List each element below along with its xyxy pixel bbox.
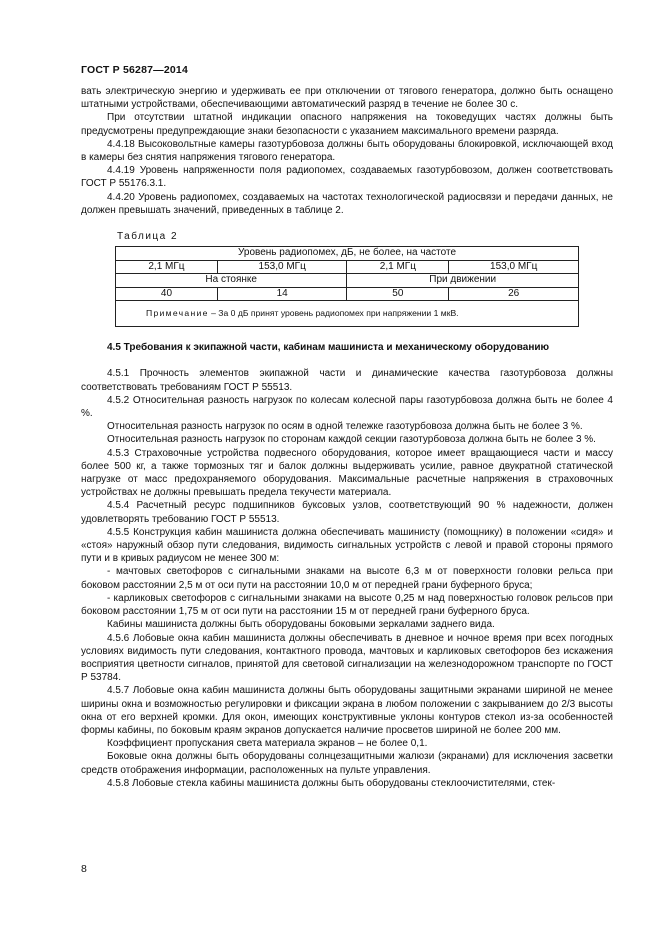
paragraph: 4.5.1 Прочность элементов экипажной части и динамические качества газотурбовоза должны соответствовать требованиям ГОСТ Р 55513.: [81, 368, 613, 393]
paragraph: 4.5.3 Страховочные устройства подвесного оборудования, которое имеет вращающиеся части и массу более 500 кг, а также тормозных тяг и балок должны выдерживать усилие, равное двукратной статической нагрузке от масс предохраняемого оборудования. Максимальные расчетные напряжения в страховочных устройствах не должны превышать предела текучести материала.: [81, 447, 613, 499]
paragraph: 4.4.19 Уровень напряженности поля радиопомех, создаваемых газотурбовозом, должен соответствовать ГОСТ Р 55176.3.1.: [81, 165, 613, 190]
table-value-cell: 14: [217, 287, 346, 301]
document-body: [81, 85, 613, 790]
section-title: 4.5 Требования к экипажной части, кабинам машиниста и механическому оборудованию: [107, 342, 550, 354]
paragraphs-before-table: [81, 85, 613, 217]
table-mode-stationary: На стоянке: [116, 274, 347, 288]
paragraph: - карликовых светофоров с сигнальными знаками на высоте 0,25 м над поверхностью головок рельсов при боковом расстоянии 1,75 м от оси пути на расстоянии 15 м от передней грани буферного бруса.: [81, 592, 613, 618]
paragraph: 4.5.7 Лобовые окна кабин машиниста должны быть оборудованы защитными экранами шириной не менее ширины окна и возможностью регулировки и фиксации экрана в любом положении с закрыванием до 2/3 высоты окна от его верхней кромки. Для окон, имеющих конструктивные уклоны контуров стекол из-за особенностей формы кабины, по боковым краям экранов допускается наличие просветов шириной не более 200 мм.: [81, 685, 613, 736]
paragraph: 4.5.2 Относительная разность нагрузок по колесам колесной пары газотурбовоза должна быть не более 4 %.: [81, 394, 613, 420]
paragraph: 4.4.18 Высоковольтные камеры газотурбовоза должны быть оборудованы блокировкой, исключающей вход в камеры без снятия напряжения тягового генератора.: [81, 138, 613, 164]
table-note: [116, 301, 579, 327]
paragraph: При отсутствии штатной индикации опасного напряжения на токоведущих частях должны быть предусмотрены предупреждающие знаки безопасности с указанием максимального времени разряда.: [81, 112, 613, 137]
paragraph: 4.5.4 Расчетный ресурс подшипников буксовых узлов, соответствующий 90 % надежности, должен удовлетворять требованию ГОСТ Р 55513.: [81, 500, 613, 525]
table-mode-moving: При движении: [347, 274, 579, 288]
radio-interference-table: [115, 246, 579, 327]
table-value-cell: 40: [116, 287, 218, 301]
table-value-cell: 50: [347, 287, 449, 301]
table-note-text: – За 0 дБ принят уровень радиопомех при напряжении 1 мкВ.: [208, 308, 459, 319]
table-header-main: Уровень радиопомех, дБ, не более, на частоте: [116, 247, 579, 261]
paragraph: Боковые окна должны быть оборудованы солнцезащитными жалюзи (экранами) для исключения засветки средств отображения информации, расположенных на пульте управления.: [81, 751, 613, 776]
table-freq-cell: 153,0 МГц: [217, 260, 346, 274]
table-caption: Таблица 2: [117, 231, 179, 243]
table-value-cell: 26: [449, 287, 579, 301]
paragraph: 4.4.20 Уровень радиопомех, создаваемых на частотах технологической радиосвязи и передачи данных, не должен превышать значений, приведенных в таблице 2.: [81, 191, 613, 216]
paragraph: Относительная разность нагрузок по осям в одной тележке газотурбовоза должна быть не более 3 %.: [107, 421, 583, 433]
paragraph: Коэффициент пропускания света материала экранов – не более 0,1.: [107, 738, 428, 750]
document-header: ГОСТ Р 56287—2014: [81, 64, 189, 76]
paragraph: - мачтовых светофоров с сигнальными знаками на высоте 6,3 м от поверхности головки рельса при боковом расстоянии 2,5 м от оси пути на расстоянии 10,0 м от передней грани буферного бруса;: [81, 566, 613, 591]
table-freq-cell: 2,1 МГц: [116, 260, 218, 274]
paragraph: Кабины машиниста должны быть оборудованы боковыми зеркалами заднего вида.: [107, 619, 495, 631]
table-note-label: Примечание: [146, 308, 209, 319]
paragraph: 4.5.6 Лобовые окна кабин машиниста должны обеспечивать в дневное и ночное время при всех погодных условиях видимость пути следования, контактного провода, мачтовых и карликовых светофоров без искажения восприятия цветности сигналов, принятой для световой сигнализации на железнодорожном транспорте по ГОСТ Р 53784.: [81, 632, 613, 684]
paragraph: 4.5.8 Лобовые стекла кабины машиниста должны быть оборудованы стеклоочистителями, стек-: [107, 777, 556, 789]
table-freq-cell: 153,0 МГц: [449, 260, 579, 274]
paragraph: Относительная разность нагрузок по сторонам каждой секции газотурбовоза должна быть не более 3 %.: [107, 434, 596, 446]
paragraphs-after-section: [81, 367, 613, 790]
paragraph: вать электрическую энергию и удерживать ее при отключении от тягового генератора, должно быть оснащено штатными устройствами, обеспечивающими автоматический разряд в течение не более 30 с.: [81, 86, 613, 111]
table-freq-cell: 2,1 МГц: [347, 260, 449, 274]
page-number: 8: [81, 863, 87, 875]
paragraph: 4.5.5 Конструкция кабин машиниста должна обеспечивать машинисту (помощнику) в положении «сидя» и «стоя» наружный обзор пути следования, видимость сигнальных устройств с левой и правой стороны прямого пути и в кривых радиусом не менее 300 м:: [81, 526, 613, 565]
